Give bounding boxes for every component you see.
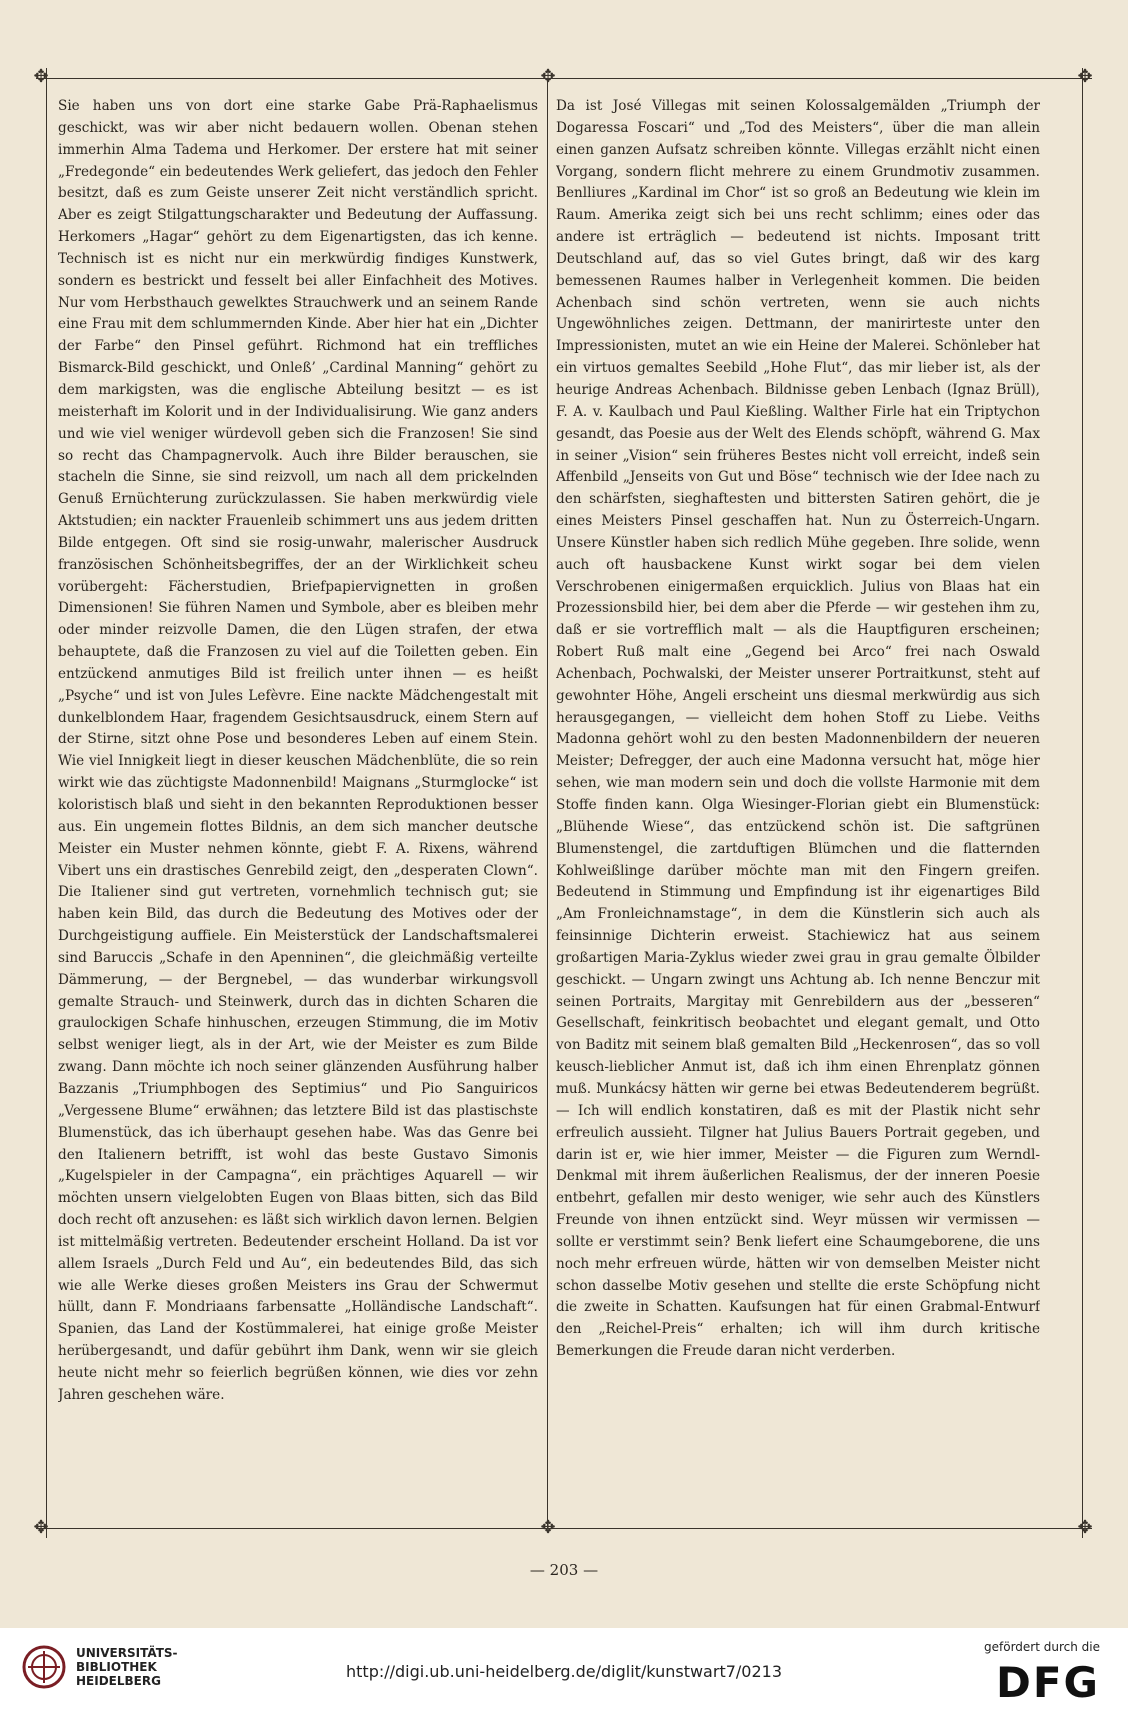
left-rule (46, 68, 47, 1538)
library-logo-text: UNIVERSITÄTS- BIBLIOTHEK HEIDELBERG (76, 1646, 178, 1688)
text-column-left: Sie haben uns von dort eine starke Gabe Prä-Raphaelismus geschickt, was wir aber nicht bedauern wollen. Obenan stehen immerhin Alma Tadema und Herkomer. Der erstere hat mit seiner „Fredegonde“ ein bedeutendes Werk geliefert, das jedoch den Fehler besitzt, daß es zum Geiste unserer Zeit nicht verständlich spricht. Aber es zeigt Stilgattungscharakter und Bedeutung der Auffassung. Herkomers „Hagar“ gehört zu dem Eigenartigsten, das ich kenne. Technisch ist es nicht nur ein merkwürdig findiges Kunstwerk, sondern es bestrickt und fesselt bei aller Einfachheit des Motives. Nur vom Herbsthauch gewelktes Strauchwerk und an seinem Rande eine Frau mit dem schlummernden Kinde. Aber hier hat ein „Dichter der Farbe“ den Pinsel geführt. Richmond hat ein treffliches Bismarck-Bild geschickt, und Onleß’ „Cardinal Manning“ gehört zu dem markigsten, was die englische Abteilung besitzt — es ist meisterhaft im Kolorit und in der Individualisirung. Wie ganz anders und wie viel weniger würdevoll geben sich die Franzosen! Sie sind so recht das Champagnervolk. Auch ihre Bilder berauschen, sie stacheln die Sinne, sie sind reizvoll, um nach all dem prickelnden Genuß Ernüchterung zurückzulassen. Sie haben merkwürdig viele Aktstudien; ein nackter Frauenleib schimmert uns aus jedem dritten Bilde entgegen. Oft sind sie rosig-unwahr, malerischer Ausdruck französischen Schönheitsbegriffes, der an der Wirklichkeit scheu vorübergeht: Fächerstudien, Briefpapiervignetten in großen Dimensionen! Sie führen Namen und Symbole, aber es bleiben mehr oder minder reizvolle Damen, die den Lügen strafen, der etwa behauptete, daß die Franzosen zu viel auf die Toiletten geben. Ein entzückend anmutiges Bild ist freilich unter ihnen — es heißt „Psyche“ und ist von Jules Lefèvre. Eine nackte Mädchengestalt mit dunkelblondem Haar, fragendem Gesichtsausdruck, einem Stern auf der Stirne, sitzt ohne Pose und besonderes Leben auf einem Stein. Wie viel Innigkeit liegt in dieser keuschen Mädchenblüte, die so rein wirkt wie das züchtigste Madonnenbild! Maignans „Sturmglocke“ ist koloristisch blaß und sieht in den bekannten Reproduktionen besser aus. Ein ungemein flottes Bildnis, an dem sich mancher deutsche Meister ein Muster nehmen könnte, giebt F. A. Rixens, während Vibert uns ein drastisches Genrebild zeigt, den „desperaten Clown“. Die Italiener sind gut vertreten, vornehmlich technisch gut; sie haben kein Bild, das durch die Bedeutung des Motives oder der Durchgeistigung auffiele. Ein Meisterstück der Landschaftsmalerei sind Baruccis „Schafe in den Apenninen“, die gleichmäßig verteilte Dämmerung, — der Bergnebel, — das wunderbar wirkungsvoll gemalte Strauch- und Steinwerk, durch das in dichten Scharen die graulockigen Schafe hinhuschen, erzeugen Stimmung, die im Motiv selbst weniger liegt, als in der Art, wie der Meister es zum Bilde zwang. Dann möchte ich noch seiner glänzenden Ausführung halber Bazzanis „Triumphbogen des Septimius“ und Pio Sanguiricos „Vergessene Blume“ erwähnen; das letztere Bild ist das plastischste Blumenstück, das ich überhaupt gesehen habe. Was das Genre bei den Italienern betrifft, ist wohl das beste Gustavo Simonis „Kugelspieler in der Campagna“, ein prächtiges Aquarell — wir möchten unsern vielgelobten Eugen von Blaas bitten, sich das Bild doch recht oft anzusehen: es läßt sich wirklich davon lernen. Belgien ist mittelmäßig vertreten. Bedeutender erscheint Holland. Da ist vor allem Israels „Durch Feld und Au“, ein bedeutendes Bild, das sich wie alle Werke dieses großen Meisters ins Grau der Schwermut hüllt, dann F. Mondriaans farbensatte „Holländische Landschaft“. Spanien, das Land der Kostümmalerei, hat einige große Meister herübergesandt, und dafür gebührt ihm Dank, wenn wir sie gleich heute nicht mehr so feierlich begrüßen können, wie dies vor zehn Jahren geschehen wäre. (58, 98, 538, 1403)
page-number: — 203 — (529, 1561, 599, 1579)
ornament-icon: ✥ (540, 66, 556, 87)
ornament-icon: ✥ (1077, 1517, 1093, 1538)
ornament-icon: ✥ (1077, 66, 1093, 87)
funded-by-label: gefördert durch die (984, 1640, 1100, 1654)
digitization-footer (0, 1628, 1128, 1715)
ornament-icon: ✥ (33, 1517, 49, 1538)
dfg-logo: DFG (995, 1658, 1100, 1707)
source-url-link[interactable]: http://digi.ub.uni-heidelberg.de/diglit/kunstwart7/0213 (346, 1662, 782, 1681)
center-rule (547, 78, 548, 1528)
right-rule (1082, 68, 1083, 1538)
text-column-right: Da ist José Villegas mit seinen Kolossalgemälden „Triumph der Dogaressa Foscari“ und „Tod des Meisters“, über die man allein einen ganzen Aufsatz schreiben könnte. Villegas erzählt nicht einen Vorgang, sondern flicht mehrere zu einem Grundmotiv zusammen. Benlliures „Kardinal im Chor“ ist so groß an Bedeutung wie klein im Raum. Amerika zeigt sich bei uns recht schlimm; eines oder das andere ist erträglich — bedeutend ist nichts. Imposant tritt Deutschland auf, das so viel Gutes bringt, daß wir des karg bemessenen Raumes halber in Verlegenheit kommen. Die beiden Achenbach sind schön vertreten, wenn sie auch nichts Ungewöhnliches zeigen. Dettmann, der manirirteste unter den Impressionisten, mutet an wie ein Heine der Malerei. Schönleber hat ein virtuos gemaltes Seebild „Hohe Flut“, das mir lieber ist, als der heurige Andreas Achenbach. Bildnisse geben Lenbach (Ignaz Brüll), F. A. v. Kaulbach und Paul Kießling. Walther Firle hat ein Triptychon gesandt, das Poesie aus der Welt des Elends schöpft, während G. Max in seiner „Vision“ sein früheres Bestes nicht voll erreicht, indeß sein Affenbild „Jenseits von Gut und Böse“ technisch wie der Idee nach zu den schärfsten, sieghaftesten und bittersten Satiren gehört, die je eines Meisters Pinsel geschaffen hat. Nun zu Österreich-Ungarn. Unsere Künstler haben sich redlich Mühe gegeben. Ihre solide, wenn auch oft hausbackene Kunst wirkt sogar bei dem vielen Verschrobenen einigermaßen erquicklich. Julius von Blaas hat ein Prozessionsbild hier, bei dem aber die Pferde — wir gestehen ihm zu, daß er sie vortrefflich malt — als die Hauptfiguren erscheinen; Robert Ruß malt eine „Gegend bei Arco“ frei nach Oswald Achenbach, Pochwalski, der Meister unserer Portraitkunst, steht auf gewohnter Höhe, Angeli erscheint uns diesmal merkwürdig aus sich herausgegangen, — vielleicht dem hohen Stoff zu Liebe. Veiths Madonna gehört wohl zu den besten Madonnenbildern der neueren Meister; Defregger, der auch eine Madonna versucht hat, möge hier sehen, wie man modern sein und doch die vollste Harmonie mit dem Stoffe finden kann. Olga Wiesinger-Florian giebt ein Blumenstück: „Blühende Wiese“, das entzückend schön ist. Die saftgrünen Blumenstengel, die zartduftigen Blümchen und die flatternden Kohlweißlinge darüber möchte man mit den Fingern greifen. Bedeutend in Stimmung und Empfindung ist ihr eigenartiges Bild „Am Fronleichnamstage“, in dem die Künstlerin sich auch als feinsinnige Dichterin erweist. Stachiewicz hat aus seinem großartigen Maria-Zyklus wieder zwei grau in grau gemalte Ölbilder geschickt. — Ungarn zwingt uns Achtung ab. Ich nenne Benczur mit seinen Portraits, Margitay mit Genrebildern aus der „besseren“ Gesellschaft, feinkritisch beobachtet und elegant gemalt, und Otto von Baditz mit seinem blaß gemalten Bild „Heckenrosen“, das so voll keusch-lieblicher Anmut ist, daß ich ihm einen Ehrenplatz gönnen muß. Munkácsy hätten wir gerne bei etwas Bedeutenderem begrüßt. — Ich will endlich konstatiren, daß es mit der Plastik nicht sehr erfreulich aussieht. Tilgner hat Julius Bauers Portrait gegeben, und darin ist er, wie hier immer, Meister — die Figuren zum Werndl-Denkmal mit ihrem äußerlichen Realismus, der der inneren Poesie entbehrt, gefallen mir desto weniger, wie sehr auch des Künstlers Freunde von ihnen entzückt sind. Weyr müssen wir vermissen — sollte er verstimmt sein? Benk liefert eine Schaumgeborene, die uns noch mehr erfreuen würde, hätten wir von demselben Meister nicht schon dasselbe Motiv gesehen und stellte die erste Schöpfung nicht die zweite in Schatten. Kaufsungen hat für einen Grabmal-Entwurf den „Reichel-Preis“ erhalten; ich will ihm durch kritische Bemerkungen die Freude daran nicht verderben. (556, 98, 1040, 1360)
ornament-icon: ✥ (33, 66, 49, 87)
bottom-rule (36, 1528, 1092, 1529)
ornament-icon: ✥ (540, 1517, 556, 1538)
top-rule (36, 78, 1092, 79)
